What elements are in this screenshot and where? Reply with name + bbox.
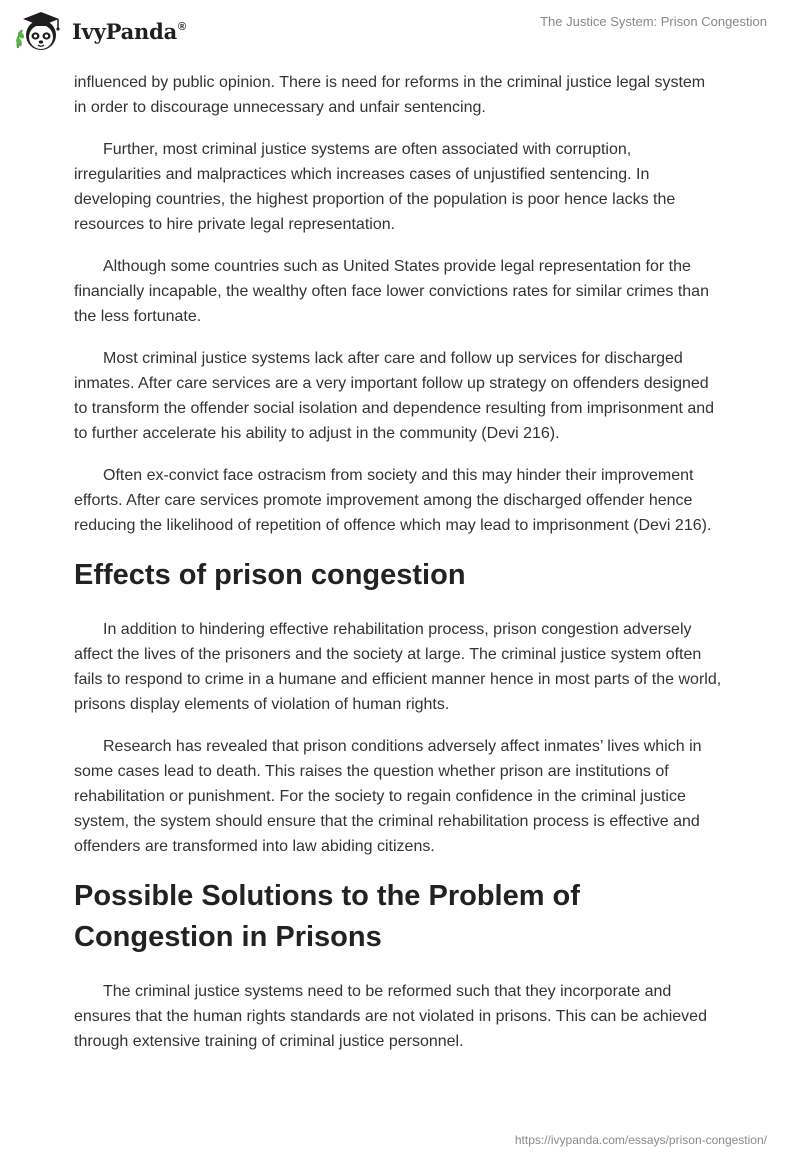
document-title: The Justice System: Prison Congestion (540, 14, 767, 29)
source-url[interactable]: https://ivypanda.com/essays/prison-congestion/ (514, 1133, 767, 1147)
page-header (0, 0, 800, 72)
trademark-symbol: ® (178, 20, 186, 33)
paragraph: Most criminal justice systems lack after care and follow up services for discharged inmates. After care services are a very important follow up strategy on offenders designed to transform the offender social isolation and dependence resulting from imprisonment and to further accelerate his ability to adjust in the community (Devi 216). (74, 350, 715, 442)
paragraph: influenced by public opinion. There is need for reforms in the criminal justice legal system in order to discourage unnecessary and unfair sentencing. (74, 74, 706, 116)
paragraph: The criminal justice systems need to be reformed such that they incorporate and ensures that the human rights standards are not violated in prisons. This can be achieved through extensive training of criminal justice personnel. (74, 983, 707, 1050)
paragraph: Research has revealed that prison conditions adversely affect inmates’ lives which in some cases lead to death. This raises the question whether prison are institutions of rehabilitation or punishment. For the society to regain confidence in the criminal justice system, the system should ensure that the criminal rehabilitation process is effective and offenders are transformed into law abiding citizens. (74, 738, 702, 855)
paragraph: Further, most criminal justice systems are often associated with corruption, irregularities and malpractices which increases cases of unjustified sentencing. In developing countries, the highest proportion of the population is poor hence lacks the resources to hire private legal representation. (74, 141, 676, 233)
ivypanda-logo[interactable] (14, 8, 186, 54)
paragraph: Often ex-convict face ostracism from society and this may hinder their improvement efforts. After care services promote improvement among the discharged offender hence reducing the likelihood of repetition of offence which may lead to imprisonment (Devi 216). (74, 467, 712, 534)
panda-graduate-icon (14, 8, 66, 54)
essay-content (74, 70, 722, 1071)
paragraph: In addition to hindering effective rehabilitation process, prison congestion adversely affect the lives of the prisoners and the society at large. The criminal justice system often fails to respond to crime in a humane and efficient manner hence in most parts of the world, prisons display elements of violation of human rights. (74, 621, 722, 713)
section-heading-effects: Effects of prison congestion (74, 559, 466, 591)
brand-name: IvyPanda® (72, 18, 186, 44)
section-heading-solutions: Possible Solutions to the Problem of Congestion in Prisons (74, 880, 580, 953)
paragraph: Although some countries such as United States provide legal representation for the financially incapable, the wealthy often face lower convictions rates for similar crimes than the less fortunate. (74, 258, 709, 325)
